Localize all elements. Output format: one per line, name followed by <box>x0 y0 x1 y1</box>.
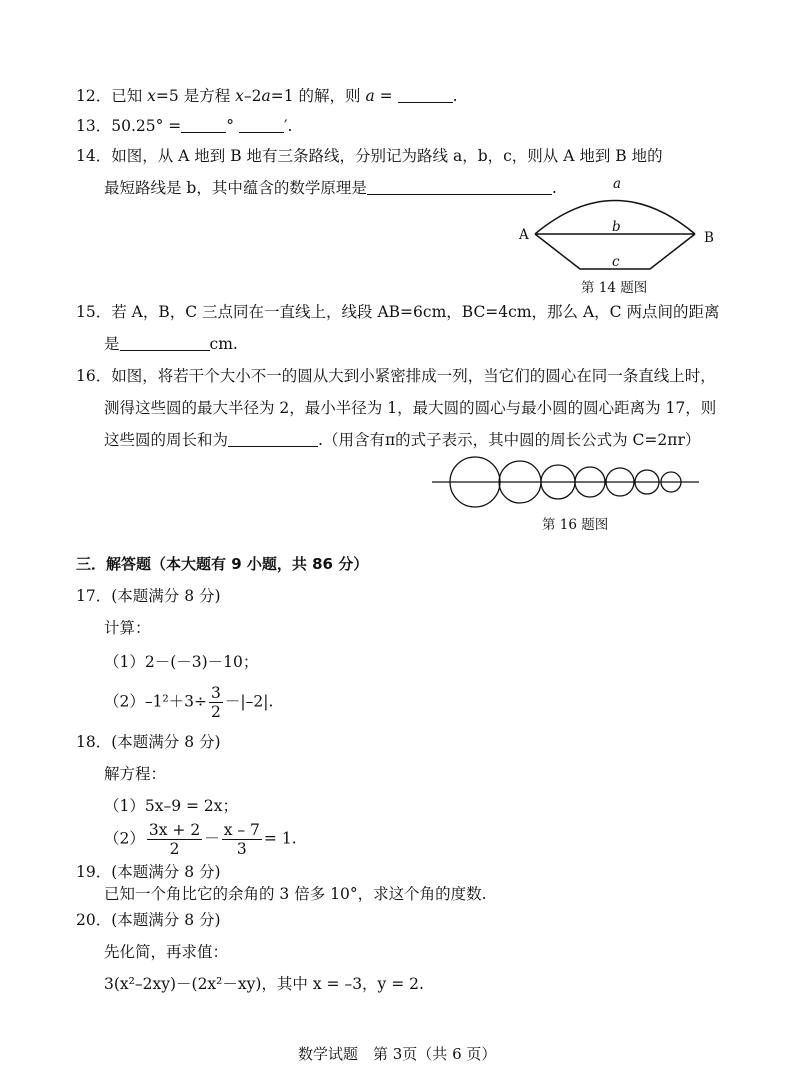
question-13: 13．50.25° = ° ′. <box>76 117 293 135</box>
fraction-3-over-2: $\frac{3}{2}$ <box>211 684 221 721</box>
question-16-line3: 这些圆的周长和为 .（用含有π的式子表示，其中圆的周长公式为 C=2πr） <box>104 431 701 449</box>
route-c-label: c <box>612 254 620 270</box>
question-19-body: 已知一个角比它的余角的 3 倍多 10°，求这个角的度数. <box>104 885 487 903</box>
question-20-intro: 先化简，再求值： <box>104 943 229 961</box>
question-20: 20．(本题满分 8 分) <box>76 911 221 929</box>
question-20-expression: 3(x²–2xy)－(2x²－xy)，其中 x = –3，y = 2. <box>104 975 424 993</box>
point-A-label: A <box>519 227 529 243</box>
answer-blank-12[interactable] <box>398 87 453 103</box>
figure-16-caption: 第 16 题图 <box>542 517 609 533</box>
question-17-intro: 计算： <box>104 619 151 637</box>
question-16-line2: 测得这些圆的最大半径为 2，最小半径为 1，最大圆的圆心与最小圆的圆心距离为 17，则 <box>104 399 717 417</box>
question-18: 18．(本题满分 8 分) <box>76 733 221 751</box>
question-17-part2: （2）–1²＋3÷ $\frac{3}{2}$ －|–2|. <box>104 684 274 721</box>
answer-blank-13-degrees[interactable] <box>181 117 226 133</box>
answer-blank-16[interactable] <box>228 431 318 447</box>
question-18-part2: （2） $\frac{3x + 2}{2}$ － $\frac{x - 7}{3}$ = 1. <box>104 821 297 858</box>
fraction-3x-plus-2-over-2: $\frac{3x + 2}{2}$ <box>148 821 201 858</box>
question-19: 19．(本题满分 8 分) <box>76 863 221 881</box>
question-14-line2: 最短路线是 b，其中蕴含的数学原理是 . <box>104 179 557 197</box>
fraction-x-minus-7-over-3: $\frac{x - 7}{3}$ <box>223 821 260 858</box>
question-18-intro: 解方程： <box>104 765 167 783</box>
question-15: 15．若 A，B，C 三点同在一直线上，线段 AB=6cm，BC=4cm，那么 A，C 两点间的距离 <box>76 303 720 321</box>
route-b-label: b <box>612 219 621 235</box>
question-15-line2: 是 cm. <box>104 335 238 353</box>
point-B-label: B <box>704 230 714 246</box>
route-a-label: a <box>613 176 622 192</box>
question-18-part1: （1）5x–9 = 2x； <box>104 797 239 815</box>
answer-blank-15[interactable] <box>120 335 210 351</box>
question-17: 17．(本题满分 8 分) <box>76 587 221 605</box>
answer-blank-13-minutes[interactable] <box>239 117 284 133</box>
section-3-title: 三．解答题（本大题有 9 小题，共 86 分） <box>76 555 369 573</box>
figure-16-circles <box>428 454 703 510</box>
question-14: 14．如图，从 A 地到 B 地有三条路线，分别记为路线 a，b，c，则从 A 地到 B 地的 <box>76 147 663 165</box>
question-17-part1: （1）2－(－3)－10； <box>104 653 259 671</box>
page-footer: 数学试题 第 3页（共 6 页） <box>298 1045 497 1063</box>
question-12: 12．已知 x=5 是方程 x–2a=1 的解，则 a = . <box>76 87 458 105</box>
question-16: 16．如图，将若干个大小不一的圆从大到小紧密排成一列，当它们的圆心在同一条直线上时， <box>76 367 716 385</box>
figure-14-caption: 第 14 题图 <box>581 280 648 296</box>
